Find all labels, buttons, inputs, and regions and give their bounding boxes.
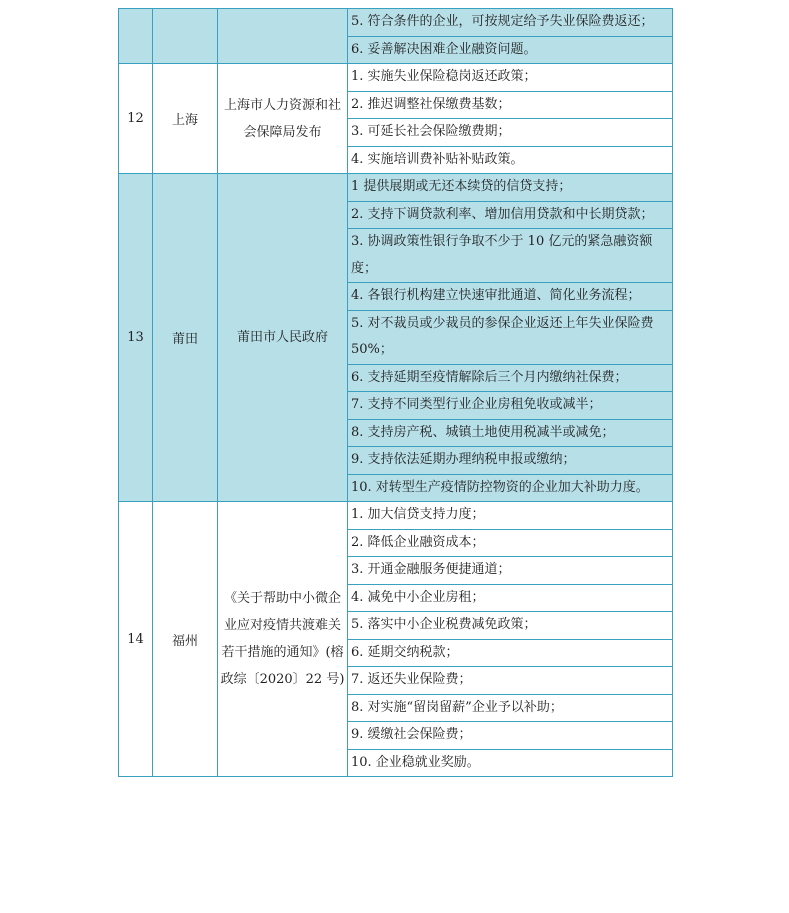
measure-item: 8. 对实施“留岗留薪”企业予以补助；: [348, 695, 672, 723]
row-source: 《关于帮助中小微企业应对疫情共渡难关若干措施的通知》(榕政综〔2020〕22 号): [218, 502, 348, 777]
measure-item: 1 提供展期或无还本续贷的信贷支持；: [348, 174, 672, 202]
measure-item: 9. 缓缴社会保险费；: [348, 722, 672, 750]
row-source: 莆田市人民政府: [218, 174, 348, 502]
measure-item: 6. 延期交纳税款；: [348, 640, 672, 668]
row-source: 上海市人力资源和社会保障局发布: [218, 64, 348, 174]
measure-item: 2. 支持下调贷款利率、增加信用贷款和中长期贷款；: [348, 202, 672, 230]
measure-item: 2. 降低企业融资成本；: [348, 530, 672, 558]
row-number: 14: [119, 502, 153, 777]
measure-item: 4. 减免中小企业房租；: [348, 585, 672, 613]
measure-item: 6. 支持延期至疫情解除后三个月内缴纳社保费；: [348, 365, 672, 393]
measure-item: 7. 返还失业保险费；: [348, 667, 672, 695]
measure-item: 8. 支持房产税、城镇土地使用税减半或减免；: [348, 420, 672, 448]
row-number: [119, 9, 153, 64]
table-row: [119, 502, 673, 777]
row-city: 福州: [153, 502, 218, 777]
measure-item: 3. 可延长社会保险缴费期；: [348, 119, 672, 147]
row-measures: [348, 174, 673, 502]
measure-item: 1. 加大信贷支持力度；: [348, 502, 672, 530]
row-number: 13: [119, 174, 153, 502]
measure-item: 4. 实施培训费补贴补贴政策。: [351, 151, 524, 167]
measure-item: 9. 支持依法延期办理纳税申报或缴纳；: [348, 447, 672, 475]
table-row: [119, 174, 673, 502]
row-source: [218, 9, 348, 64]
measure-item: 5. 对不裁员或少裁员的参保企业返还上年失业保险费 50%；: [348, 311, 672, 365]
row-measures: [348, 9, 673, 64]
row-measures: [348, 64, 673, 174]
row-city: 上海: [153, 64, 218, 174]
row-number: 12: [119, 64, 153, 174]
measure-item: 3. 协调政策性银行争取不少于 10 亿元的紧急融资额度；: [348, 229, 672, 283]
policy-table: [118, 8, 673, 777]
row-city: 莆田: [153, 174, 218, 502]
measure-item: 2. 推迟调整社保缴费基数；: [348, 92, 672, 120]
measure-item: 10. 企业稳就业奖励。: [351, 754, 480, 770]
measure-item: 6. 妥善解决困难企业融资问题。: [351, 41, 537, 57]
measure-item: 1. 实施失业保险稳岗返还政策；: [348, 64, 672, 92]
measure-item: 3. 开通金融服务便捷通道；: [348, 557, 672, 585]
table-row: [119, 9, 673, 64]
measure-item: 10. 对转型生产疫情防控物资的企业加大补助力度。: [351, 479, 649, 495]
measure-item: 7. 支持不同类型行业企业房租免收或减半；: [348, 392, 672, 420]
table-row: [119, 64, 673, 174]
row-city: [153, 9, 218, 64]
measure-item: 5. 落实中小企业税费减免政策；: [348, 612, 672, 640]
measure-item: 5. 符合条件的企业，可按规定给予失业保险费返还；: [348, 9, 672, 37]
measure-item: 4. 各银行机构建立快速审批通道、简化业务流程；: [348, 283, 672, 311]
row-measures: [348, 502, 673, 777]
